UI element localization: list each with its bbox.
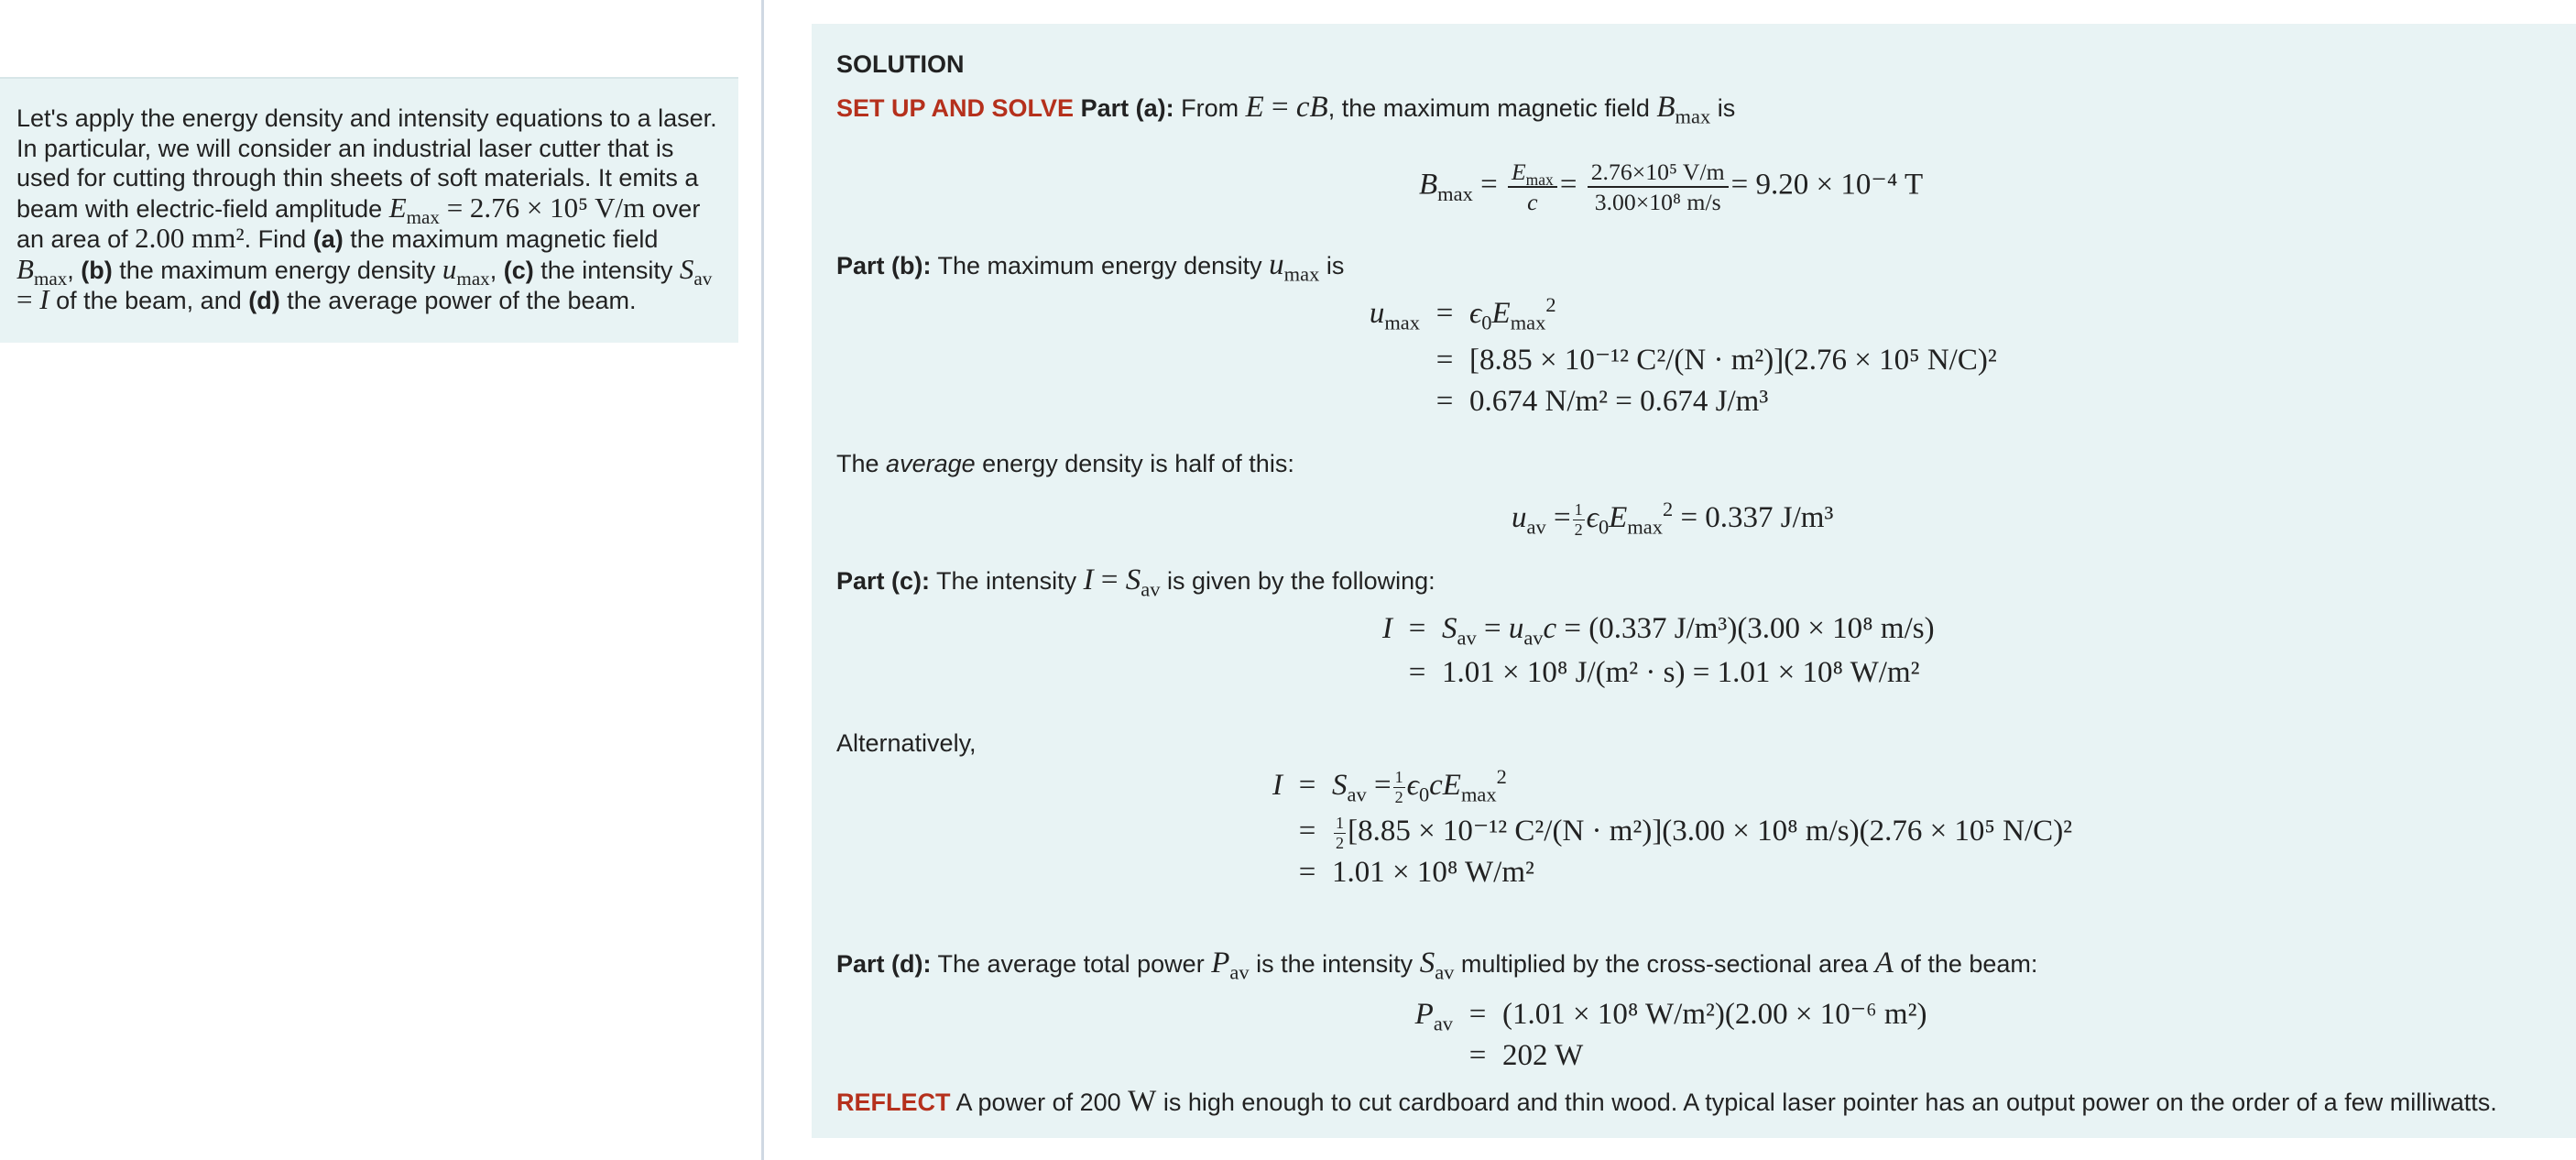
fraction-values: $\frac{\text{2.76×10⁵ V/m}}{\text{3.00×10⁸ m/s}}$	[1588, 159, 1729, 214]
part-d-label: Part (d):	[836, 950, 932, 978]
part-a-text-3: is	[1717, 94, 1736, 122]
intensity-result: 1.01 × 10⁸ J/(m² · s) = 1.01 × 10⁸ W/m²	[1442, 656, 1920, 689]
part-b-intro	[836, 248, 1345, 286]
over-area-text: over an area of	[16, 194, 701, 253]
part-b-marker: (b)	[81, 256, 113, 284]
equation-intensity-alt: I = $S_{av}$ = $\frac{1}{2}$ $\epsilon_0cE_{max}^2$ = $\frac{1}{2}$ [8.85 × 10⁻¹² C²/(N · m²)](3.00 × 10⁸ m/s)(2.76 × 10⁵ N/C)² = 1.01 × 10⁸ W/m²	[1272, 765, 2073, 889]
b-max-symbol: $B_{max}$	[16, 252, 68, 290]
solution-panel	[812, 24, 2576, 1138]
reflect-tag: REFLECT	[836, 1089, 951, 1116]
part-c-label: Part (c):	[836, 567, 931, 595]
power-result: 202 W	[1502, 1039, 1584, 1072]
part-a-marker: (a)	[312, 225, 344, 253]
problem-intro: Let's apply the energy density and intensity equations to a laser. In particular, we will consider an industrial laser cutter that is used for cutting through thin sheets of soft materials. It emits a beam with electric-field amplitude	[16, 104, 717, 223]
part-c-intro: Part (c): The intensity $I = S_{av}$ is given by the following:	[836, 564, 1435, 601]
reflect-paragraph: REFLECT A power of 200 W is high enough to cut cardboard and thin wood. A typical laser pointer has an output power on the order of a few milliwatts.	[836, 1085, 2497, 1118]
e-max-symbol: $E_{max}$ =	[388, 191, 470, 228]
part-c-request: the intensity	[540, 256, 673, 284]
s-av-symbol: $S_{av} = I$	[16, 252, 713, 315]
part-c-marker: (c)	[503, 256, 534, 284]
equation-u-max: $u_{max}$ = $\epsilon_0E_{max}^2$ = [8.85 × 10⁻¹² C²/(N · m²)](2.76 × 10⁵ N/C)² = 0.674 N/m² = 0.674 J/m³	[1369, 293, 1997, 418]
part-a-request: the maximum magnetic field	[350, 225, 659, 253]
equation-b-max: $B_{max}$ = $\frac{E_{max}}{c}$ = $\frac{\text{2.76×10⁵ V/m}}{\text{3.00×10⁸ m/s}}$ = 9.20 × 10⁻⁴ T	[1419, 159, 1924, 216]
solution-heading: SOLUTION	[836, 50, 965, 78]
field-amplitude: 2.76 × 10⁵ V/m	[469, 191, 646, 224]
part-a-text-2: , the maximum magnetic field	[1327, 94, 1650, 122]
u-max-result: 0.674 N/m² = 0.674 J/m³	[1469, 385, 1769, 418]
part-b-request: the maximum energy density	[119, 256, 436, 284]
part-a-label: Part (a):	[1080, 94, 1174, 122]
part-c-tail: of the beam, and	[56, 287, 242, 314]
fraction-e-over-c: $\frac{E_{max}}{c}$	[1508, 159, 1557, 214]
column-divider	[761, 0, 764, 1160]
average-intro: The average energy density is half of this:	[836, 450, 1294, 477]
u-max-inline: $u_{max}$	[1269, 248, 1320, 286]
equation-intensity: I = $S_{av} = u_{av}c = (0.337$ J/m³)(3.00 × 10⁸ m/s) = 1.01 × 10⁸ J/(m² · s) = 1.01 × 10⁸ W/m²	[1382, 612, 1935, 689]
beam-area: 2.00 mm²	[135, 222, 245, 254]
equation-power: $P_{av}$ = (1.01 × 10⁸ W/m²)(2.00 × 10⁻⁶ m²) = 202 W	[1414, 998, 1927, 1072]
part-d-intro: Part (d): The average total power $P_{av}$ is the intensity $S_{av}$ multiplied by the cross-sectional area A of the beam:	[836, 947, 2038, 984]
u-av-result: = 0.337 J/m³	[1680, 501, 1834, 535]
part-b-text: The maximum energy density	[937, 252, 1262, 279]
alternatively-text: Alternatively,	[836, 729, 977, 757]
setup-tag: SET UP AND SOLVE	[836, 94, 1075, 122]
u-max-symbol: $u_{max}$	[442, 252, 490, 290]
u-max-substitution: [8.85 × 10⁻¹² C²/(N · m²)](2.76 × 10⁵ N/C)²	[1469, 344, 1997, 377]
equation-u-av: $u_{av}$ = $\frac{1}{2}$ $\epsilon_0E_{max}^2 = 0.337$ J/m³	[1512, 498, 1834, 539]
part-a-text: From	[1181, 94, 1239, 122]
e-equals-cb: E = cB	[1245, 91, 1328, 124]
part-b-label: Part (b):	[836, 252, 932, 279]
b-max-result: 9.20 × 10⁻⁴ T	[1755, 168, 1924, 202]
part-d-marker: (d)	[248, 287, 280, 314]
part-a-intro	[836, 91, 1736, 128]
part-b-tail: is	[1326, 252, 1345, 279]
problem-statement: Let's apply the energy density and intensity equations to a laser. In particular, we will consider an industrial laser cutter that is used for cutting through thin sheets of soft materials. It emits a beam with electric-field amplitude $E_{max} = 2.76 \times 10^5$ V/m over an area of 2.00 mm². Find (a) the maximum magnetic field $B_{max}$, (b) the maximum energy density $u_{max}$, (c) the intensity $S_{av} = I$ of the beam, and (d) the average power of the beam.	[0, 77, 738, 343]
intensity-alt-result: 1.01 × 10⁸ W/m²	[1332, 856, 1534, 889]
b-max-inline: $B_{max}$	[1656, 91, 1711, 128]
part-d-request: the average power of the beam.	[287, 287, 637, 314]
find-text: Find	[257, 225, 307, 253]
